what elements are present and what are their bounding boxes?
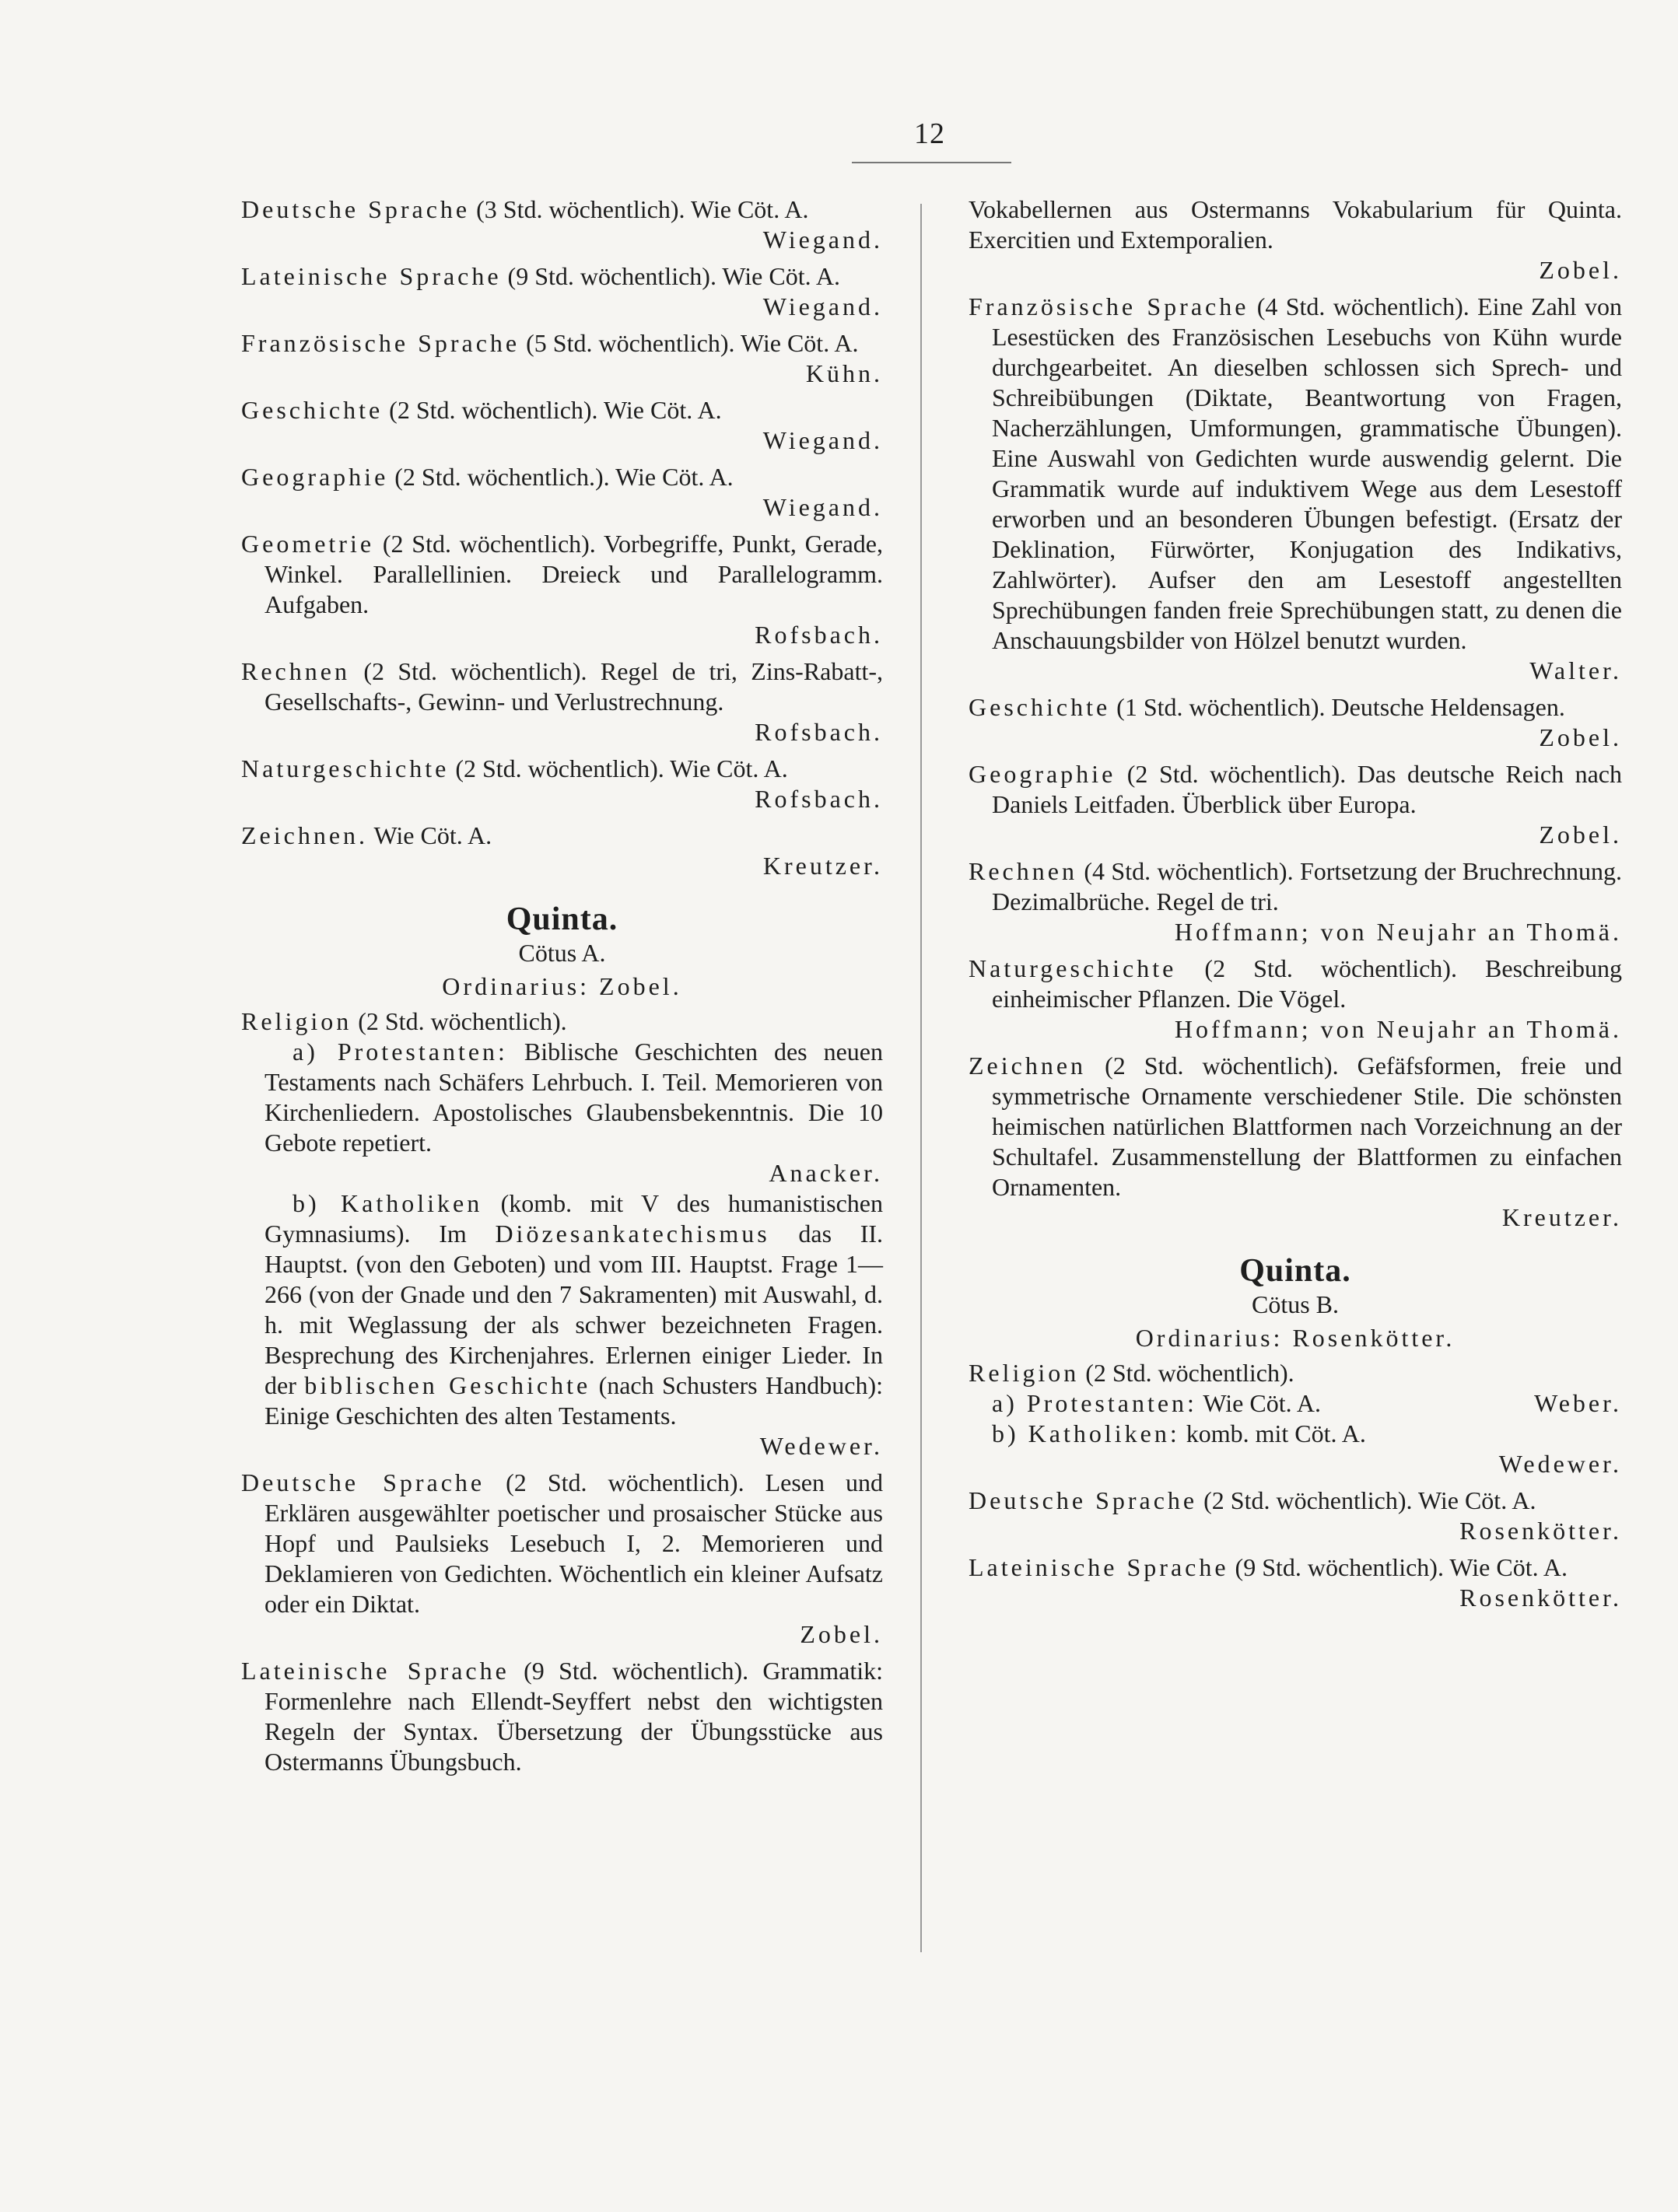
section-ordinarius: Ordinarius: Rosenkötter. bbox=[1135, 1324, 1456, 1352]
entry-latein-b: Lateinische Sprache (9 Std. wöchentlich). Wie Cöt. A. Rosenkötter. bbox=[969, 1553, 1622, 1612]
section-title: Quinta. bbox=[506, 901, 618, 937]
signature: Wiegand. bbox=[762, 226, 883, 254]
signature: Hoffmann; von Neujahr an Thomä. bbox=[1174, 918, 1622, 946]
signature: Zobel. bbox=[1539, 723, 1622, 751]
entry-naturgeschichte-a: Naturgeschichte (2 Std. wöchentlich). Wie Cöt. A. Rofsbach. bbox=[241, 754, 883, 813]
entry-deutsch-a: Deutsche Sprache (3 Std. wöchentlich). Wie Cöt. A. Wiegand. bbox=[241, 195, 883, 254]
entry-religion-katholiken: b) Katholiken (komb. mit V des humanistischen Gymnasiums). Im Diözesankatechismus das II. Hauptst. (von den Geboten) und vom III. Hauptst. Frage 1—266 (von der Gnade und den 7 Sakramenten) mit Auswahl, d. h. mit Weglassung der als schwer bezeichneten Fragen. Besprechung des Kirchenjahres. Erlernen einiger Lieder. In der biblischen Geschichte (nach Schusters Handbuch): Einige Geschichten des alten Testaments. Wedewer. bbox=[264, 1189, 884, 1460]
entry-zeichnen-quinta-a: Zeichnen (2 Std. wöchentlich). Gefäfsformen, freie und symmetrische Ornamente verschiedener Stile. Die schönsten heimischen natürlichen Blattformen nach Vorzeichnung an der Schultafel. Zusammenstellung der Blattformen zu einfachen Ornamenten. Kreutzer. bbox=[969, 1052, 1622, 1231]
signature: Rosenkötter. bbox=[1459, 1517, 1622, 1545]
signature: Wedewer. bbox=[1498, 1450, 1622, 1478]
entry-deutsch-b: Deutsche Sprache (2 Std. wöchentlich). Wie Cöt. A. Rosenkötter. bbox=[969, 1486, 1622, 1545]
entry-geschichte-a: Geschichte (2 Std. wöchentlich). Wie Cöt. A. Wiegand. bbox=[241, 396, 883, 454]
page-number: 12 bbox=[914, 117, 945, 150]
signature: Rofsbach. bbox=[755, 718, 883, 746]
entry-religion-protestanten: a) Protestanten: Biblische Geschichten des neuen Testaments nach Schäfers Lehrbuch. I. Teil. Memorieren von Kirchenliedern. Apostolisches Glaubensbekenntnis. Die 10 Gebote repetiert. Anacker. bbox=[264, 1038, 884, 1187]
entry-geographie-a: Geographie (2 Std. wöchentlich.). Wie Cöt. A. Wiegand. bbox=[241, 463, 883, 521]
entry-geographie-quinta-a: Geographie (2 Std. wöchentlich). Das deutsche Reich nach Daniels Leitfaden. Überblick über Europa. Zobel. bbox=[969, 760, 1622, 849]
entry-geometrie: Geometrie (2 Std. wöchentlich). Vorbegriffe, Punkt, Gerade, Winkel. Parallellinien. Dreieck und Parallelogramm. Aufgaben. Rofsbach. bbox=[241, 530, 883, 649]
signature: Rofsbach. bbox=[755, 621, 883, 649]
entry-deutsch-quinta-a: Deutsche Sprache (2 Std. wöchentlich). Lesen und Erklären ausgewählter poetischer und prosaischer Stücke aus Hopf und Paulsieks Lesebuch I, 2. Memorieren und Deklamieren von Gedichten. Wöchentlich ein kleiner Aufsatz oder ein Diktat. Zobel. bbox=[241, 1468, 884, 1648]
signature: Anacker. bbox=[769, 1159, 883, 1187]
section-title: Quinta. bbox=[1239, 1253, 1351, 1289]
signature: Kreutzer. bbox=[1501, 1203, 1622, 1231]
entry-latein-a: Lateinische Sprache (9 Std. wöchentlich). Wie Cöt. A. Wiegand. bbox=[241, 262, 883, 320]
entry-religion-b-protestanten: a) Protestanten: Wie Cöt. A. Weber. bbox=[992, 1389, 1622, 1417]
entry-religion-a: Religion (2 Std. wöchentlich). bbox=[241, 1007, 567, 1035]
signature: Weber. bbox=[1534, 1389, 1622, 1417]
entry-franzoesisch-quinta-a: Französische Sprache (4 Std. wöchentlich). Eine Zahl von Lesestücken des Französischen Lesebuchs von Kühn wurde durchgearbeitet. An dieselben schlossen sich Sprech- und Schreibübungen (Diktate, Beantwortung von Fragen, Nacherzählungen, Umformungen, grammatische Übungen). Eine Auswahl von Gedichten wurde auswendig gelernt. Die Grammatik wurde auf induktivem Wege aus dem Lesestoff erworben und an besonderen Übungen befestigt. (Ersatz der Deklination, Fürwörter, Konjugation des Indikativs, Zahlwörter). Aufser den am Lesestoff angestellten Sprechübungen fanden freie Sprechübungen statt, zu denen die Anschauungsbilder von Hölzel benutzt wurden. Walter. bbox=[969, 292, 1623, 684]
signature: Zobel. bbox=[1539, 256, 1622, 284]
column-divider bbox=[920, 204, 922, 1952]
signature: Zobel. bbox=[1539, 821, 1622, 849]
signature: Wedewer. bbox=[759, 1432, 883, 1460]
entry-latein-continued: Vokabellernen aus Ostermanns Vokabularium für Quinta. Exercitien und Extemporalien. Zobel. bbox=[969, 195, 1622, 284]
section-subtitle: Cötus B. bbox=[1251, 1290, 1340, 1318]
right-column bbox=[969, 194, 1622, 1619]
entry-religion-b: Religion (2 Std. wöchentlich). bbox=[969, 1359, 1294, 1387]
signature: Wiegand. bbox=[762, 493, 883, 521]
entry-rechnen-quinta-a: Rechnen (4 Std. wöchentlich). Fortsetzung der Bruchrechnung. Dezimalbrüche. Regel de tri. Hoffmann; von Neujahr an Thomä. bbox=[969, 857, 1622, 946]
signature: Rosenkötter. bbox=[1459, 1584, 1622, 1612]
entry-geschichte-quinta-a: Geschichte (1 Std. wöchentlich). Deutsche Heldensagen. Zobel. bbox=[969, 693, 1622, 751]
section-subtitle: Cötus A. bbox=[518, 939, 606, 967]
section-ordinarius: Ordinarius: Zobel. bbox=[442, 972, 682, 1000]
entry-religion-b-katholiken: b) Katholiken: komb. mit Cöt. A. Wedewer. bbox=[992, 1419, 1622, 1478]
signature: Wiegand. bbox=[762, 426, 883, 454]
signature: Kühn. bbox=[805, 359, 883, 387]
entry-rechnen-a: Rechnen (2 Std. wöchentlich). Regel de tri, Zins-Rabatt-, Gesellschafts-, Gewinn- und Verlustrechnung. Rofsbach. bbox=[241, 657, 883, 746]
signature: Hoffmann; von Neujahr an Thomä. bbox=[1174, 1015, 1622, 1043]
page-rule bbox=[852, 162, 1011, 163]
entry-latein-quinta-a: Lateinische Sprache (9 Std. wöchentlich). Grammatik: Formenlehre nach Ellendt-Seyffert nebst den wichtigsten Regeln der Syntax. Übersetzung der Übungsstücke aus Ostermanns Übungsbuch. bbox=[241, 1657, 884, 1776]
signature: Rofsbach. bbox=[755, 785, 883, 813]
signature: Zobel. bbox=[800, 1620, 883, 1648]
signature: Wiegand. bbox=[762, 292, 883, 320]
signature: Walter. bbox=[1529, 656, 1622, 684]
entry-zeichnen-a: Zeichnen. Wie Cöt. A. Kreutzer. bbox=[241, 821, 883, 880]
entry-naturgeschichte-quinta-a: Naturgeschichte (2 Std. wöchentlich). Beschreibung einheimischer Pflanzen. Die Vögel. Hoffmann; von Neujahr an Thomä. bbox=[969, 954, 1622, 1043]
signature: Kreutzer. bbox=[762, 852, 883, 880]
left-column bbox=[241, 194, 883, 1783]
entry-franzoesisch-a: Französische Sprache (5 Std. wöchentlich). Wie Cöt. A. Kühn. bbox=[241, 329, 883, 387]
